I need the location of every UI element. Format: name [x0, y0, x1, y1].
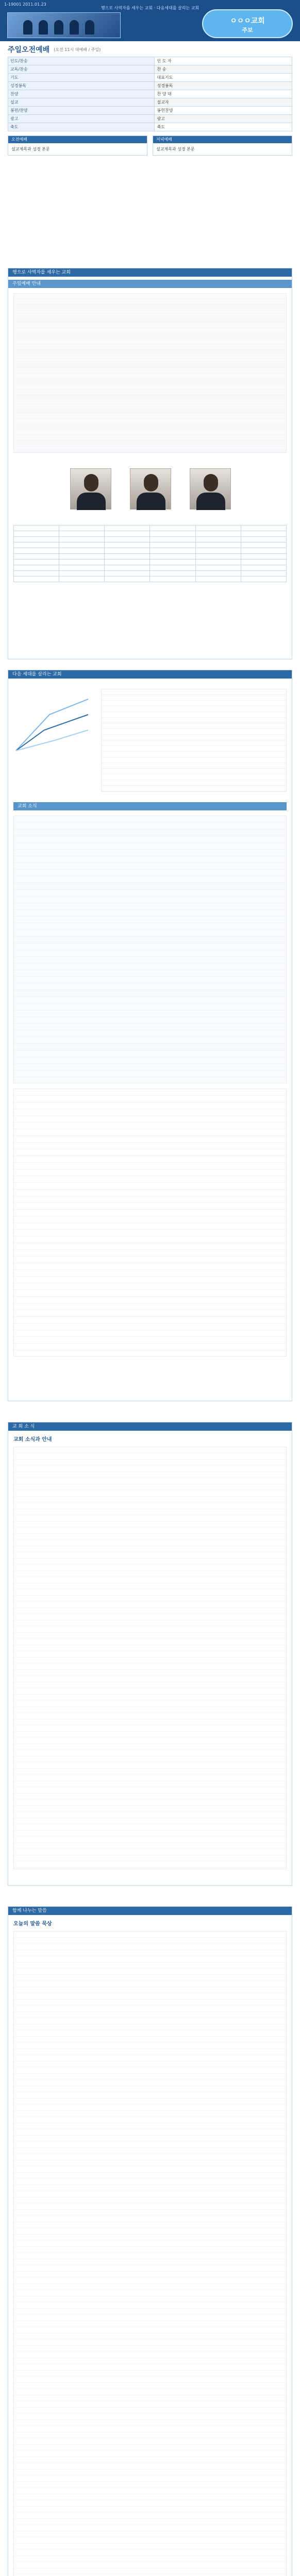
worship-row-label: 찬양 — [8, 90, 155, 98]
evening-service-title: 저녁예배 — [153, 136, 292, 143]
schedule-cell — [195, 531, 241, 537]
section-1 — [8, 268, 292, 659]
person-icon — [85, 20, 94, 35]
schedule-cell — [195, 571, 241, 577]
schedule-row — [14, 526, 287, 531]
schedule-row — [14, 531, 287, 537]
speaker-photo — [130, 468, 171, 510]
schedule-cell — [150, 531, 195, 537]
worship-title: 주일오전예배 — [8, 46, 50, 54]
schedule-cell — [59, 565, 105, 571]
worship-row-value: 대표기도 — [155, 74, 292, 82]
schedule-cell — [59, 554, 105, 560]
header-motto: 행으로 사역자를 세우는 교회 · 다음세대를 살리는 교회 — [101, 6, 199, 10]
worship-row-value: 봉헌찬양 — [155, 107, 292, 115]
schedule-cell — [14, 537, 59, 543]
schedule-cell — [150, 543, 195, 548]
schedule-table — [13, 525, 287, 582]
schedule-cell — [105, 577, 150, 582]
worship-row-label: 기도 — [8, 74, 155, 82]
worship-row-label: 설교 — [8, 98, 155, 107]
schedule-cell — [150, 548, 195, 554]
worship-row-value: 설교자 — [155, 98, 292, 107]
church-logo — [202, 9, 293, 38]
schedule-cell — [195, 554, 241, 560]
worship-row — [8, 57, 292, 65]
schedule-cell — [241, 548, 286, 554]
schedule-cell — [241, 560, 286, 565]
section-4-title: 오늘의 말씀 묵상 — [13, 1921, 52, 1927]
worship-row — [8, 107, 292, 115]
body-text — [13, 293, 287, 453]
schedule-cell — [105, 548, 150, 554]
worship-row-value: 인 도 자 — [155, 57, 292, 65]
schedule-cell — [241, 537, 286, 543]
schedule-cell — [59, 537, 105, 543]
worship-subtitle: (오전 11시 대예배 / 주일) — [54, 47, 101, 52]
worship-row-value: 성경봉독 — [155, 82, 292, 90]
schedule-cell — [59, 577, 105, 582]
section-4 — [8, 1906, 292, 2576]
news-text — [13, 1447, 287, 1869]
schedule-cell — [59, 560, 105, 565]
schedule-cell — [105, 537, 150, 543]
worship-order-section — [8, 44, 292, 156]
person-icon — [70, 20, 79, 35]
schedule-cell — [14, 526, 59, 531]
schedule-cell — [150, 526, 195, 531]
worship-row — [8, 98, 292, 107]
schedule-cell — [150, 554, 195, 560]
schedule-cell — [105, 560, 150, 565]
schedule-row — [14, 543, 287, 548]
header-tag: 1-19001 2011.01.23 — [4, 2, 46, 7]
speakers — [8, 463, 292, 525]
worship-row-label: 광고 — [8, 115, 155, 123]
schedule-row — [14, 537, 287, 543]
schedule-row — [14, 554, 287, 560]
worship-order-table — [8, 57, 292, 131]
header-banner — [0, 0, 300, 41]
schedule-row — [14, 577, 287, 582]
worship-row — [8, 65, 292, 74]
schedule-cell — [241, 565, 286, 571]
worship-row-label: 성경봉독 — [8, 82, 155, 90]
schedule-cell — [150, 571, 195, 577]
schedule-cell — [59, 526, 105, 531]
schedule-cell — [105, 543, 150, 548]
section-3 — [8, 1422, 292, 1886]
worship-row — [8, 90, 292, 98]
evening-service-box — [153, 135, 292, 156]
schedule-cell — [150, 560, 195, 565]
section-2-notes — [101, 689, 287, 792]
schedule-cell — [14, 543, 59, 548]
worship-row-label: 교독/찬송 — [8, 65, 155, 74]
schedule-cell — [59, 571, 105, 577]
devotion-text — [13, 1931, 287, 2576]
logo-line1: ㅇㅇㅇ교회 — [230, 17, 265, 25]
schedule-cell — [195, 543, 241, 548]
schedule-cell — [59, 548, 105, 554]
schedule-cell — [241, 526, 286, 531]
section-3-title: 교회 소식과 안내 — [13, 1437, 52, 1443]
schedule-cell — [241, 571, 286, 577]
worship-row-value: 축도 — [155, 123, 292, 131]
schedule-cell — [14, 571, 59, 577]
schedule-cell — [150, 537, 195, 543]
schedule-cell — [195, 526, 241, 531]
schedule-cell — [241, 577, 286, 582]
schedule-cell — [195, 565, 241, 571]
person-icon — [54, 20, 63, 35]
worship-row-label: 축도 — [8, 123, 155, 131]
worship-row-label: 인도/찬송 — [8, 57, 155, 65]
section-2 — [8, 670, 292, 1401]
schedule-cell — [241, 543, 286, 548]
section-4-band: 함께 나누는 말씀 — [8, 1907, 292, 1915]
worship-row-value: 찬 송 — [155, 65, 292, 74]
logo-line2: 주보 — [242, 27, 253, 33]
section-3-band: 교 회 소 식 — [8, 1422, 292, 1431]
schedule-cell — [105, 571, 150, 577]
schedule-cell — [195, 560, 241, 565]
schedule-cell — [105, 526, 150, 531]
worship-row-label: 봉헌/찬양 — [8, 107, 155, 115]
schedule-cell — [14, 560, 59, 565]
schedule-row — [14, 571, 287, 577]
schedule-cell — [195, 537, 241, 543]
schedule-cell — [14, 531, 59, 537]
worship-row — [8, 74, 292, 82]
schedule-cell — [195, 548, 241, 554]
announcement-list-2 — [13, 1089, 287, 1357]
schedule-cell — [195, 577, 241, 582]
schedule-cell — [14, 548, 59, 554]
schedule-cell — [241, 531, 286, 537]
schedule-cell — [59, 531, 105, 537]
schedule-cell — [105, 531, 150, 537]
announcement-list — [13, 816, 287, 1083]
morning-service-box — [8, 135, 147, 156]
schedule-cell — [14, 565, 59, 571]
schedule-cell — [241, 554, 286, 560]
section-1-subband: 주일예배 안내 — [8, 280, 292, 288]
speaker-photo — [190, 468, 231, 510]
schedule-cell — [150, 565, 195, 571]
worship-row — [8, 115, 292, 123]
schedule-row — [14, 548, 287, 554]
schedule-row — [14, 560, 287, 565]
worship-row-value: 찬 양 대 — [155, 90, 292, 98]
speaker-photo — [70, 468, 111, 510]
schedule-cell — [14, 554, 59, 560]
schedule-row — [14, 565, 287, 571]
worship-row — [8, 123, 292, 131]
worship-row — [8, 82, 292, 90]
morning-service-title: 오전예배 — [8, 136, 147, 143]
schedule-cell — [105, 565, 150, 571]
schedule-cell — [105, 554, 150, 560]
section-2-subband: 교회 소식 — [13, 802, 287, 810]
section-1-band: 행으로 사역자를 세우는 교회 — [8, 268, 292, 277]
header-photo — [7, 12, 121, 38]
person-icon — [23, 20, 32, 35]
sermon-text: 설교제목과 성경 본문 — [11, 147, 50, 151]
person-icon — [39, 20, 48, 35]
schedule-cell — [14, 577, 59, 582]
schedule-cell — [59, 543, 105, 548]
sermon-text-evening: 설교제목과 성경 본문 — [156, 147, 195, 151]
section-2-band: 다음 세대를 살리는 교회 — [8, 670, 292, 679]
schedule-cell — [150, 577, 195, 582]
diagram-icon — [13, 694, 91, 756]
worship-row-value: 광고 — [155, 115, 292, 123]
